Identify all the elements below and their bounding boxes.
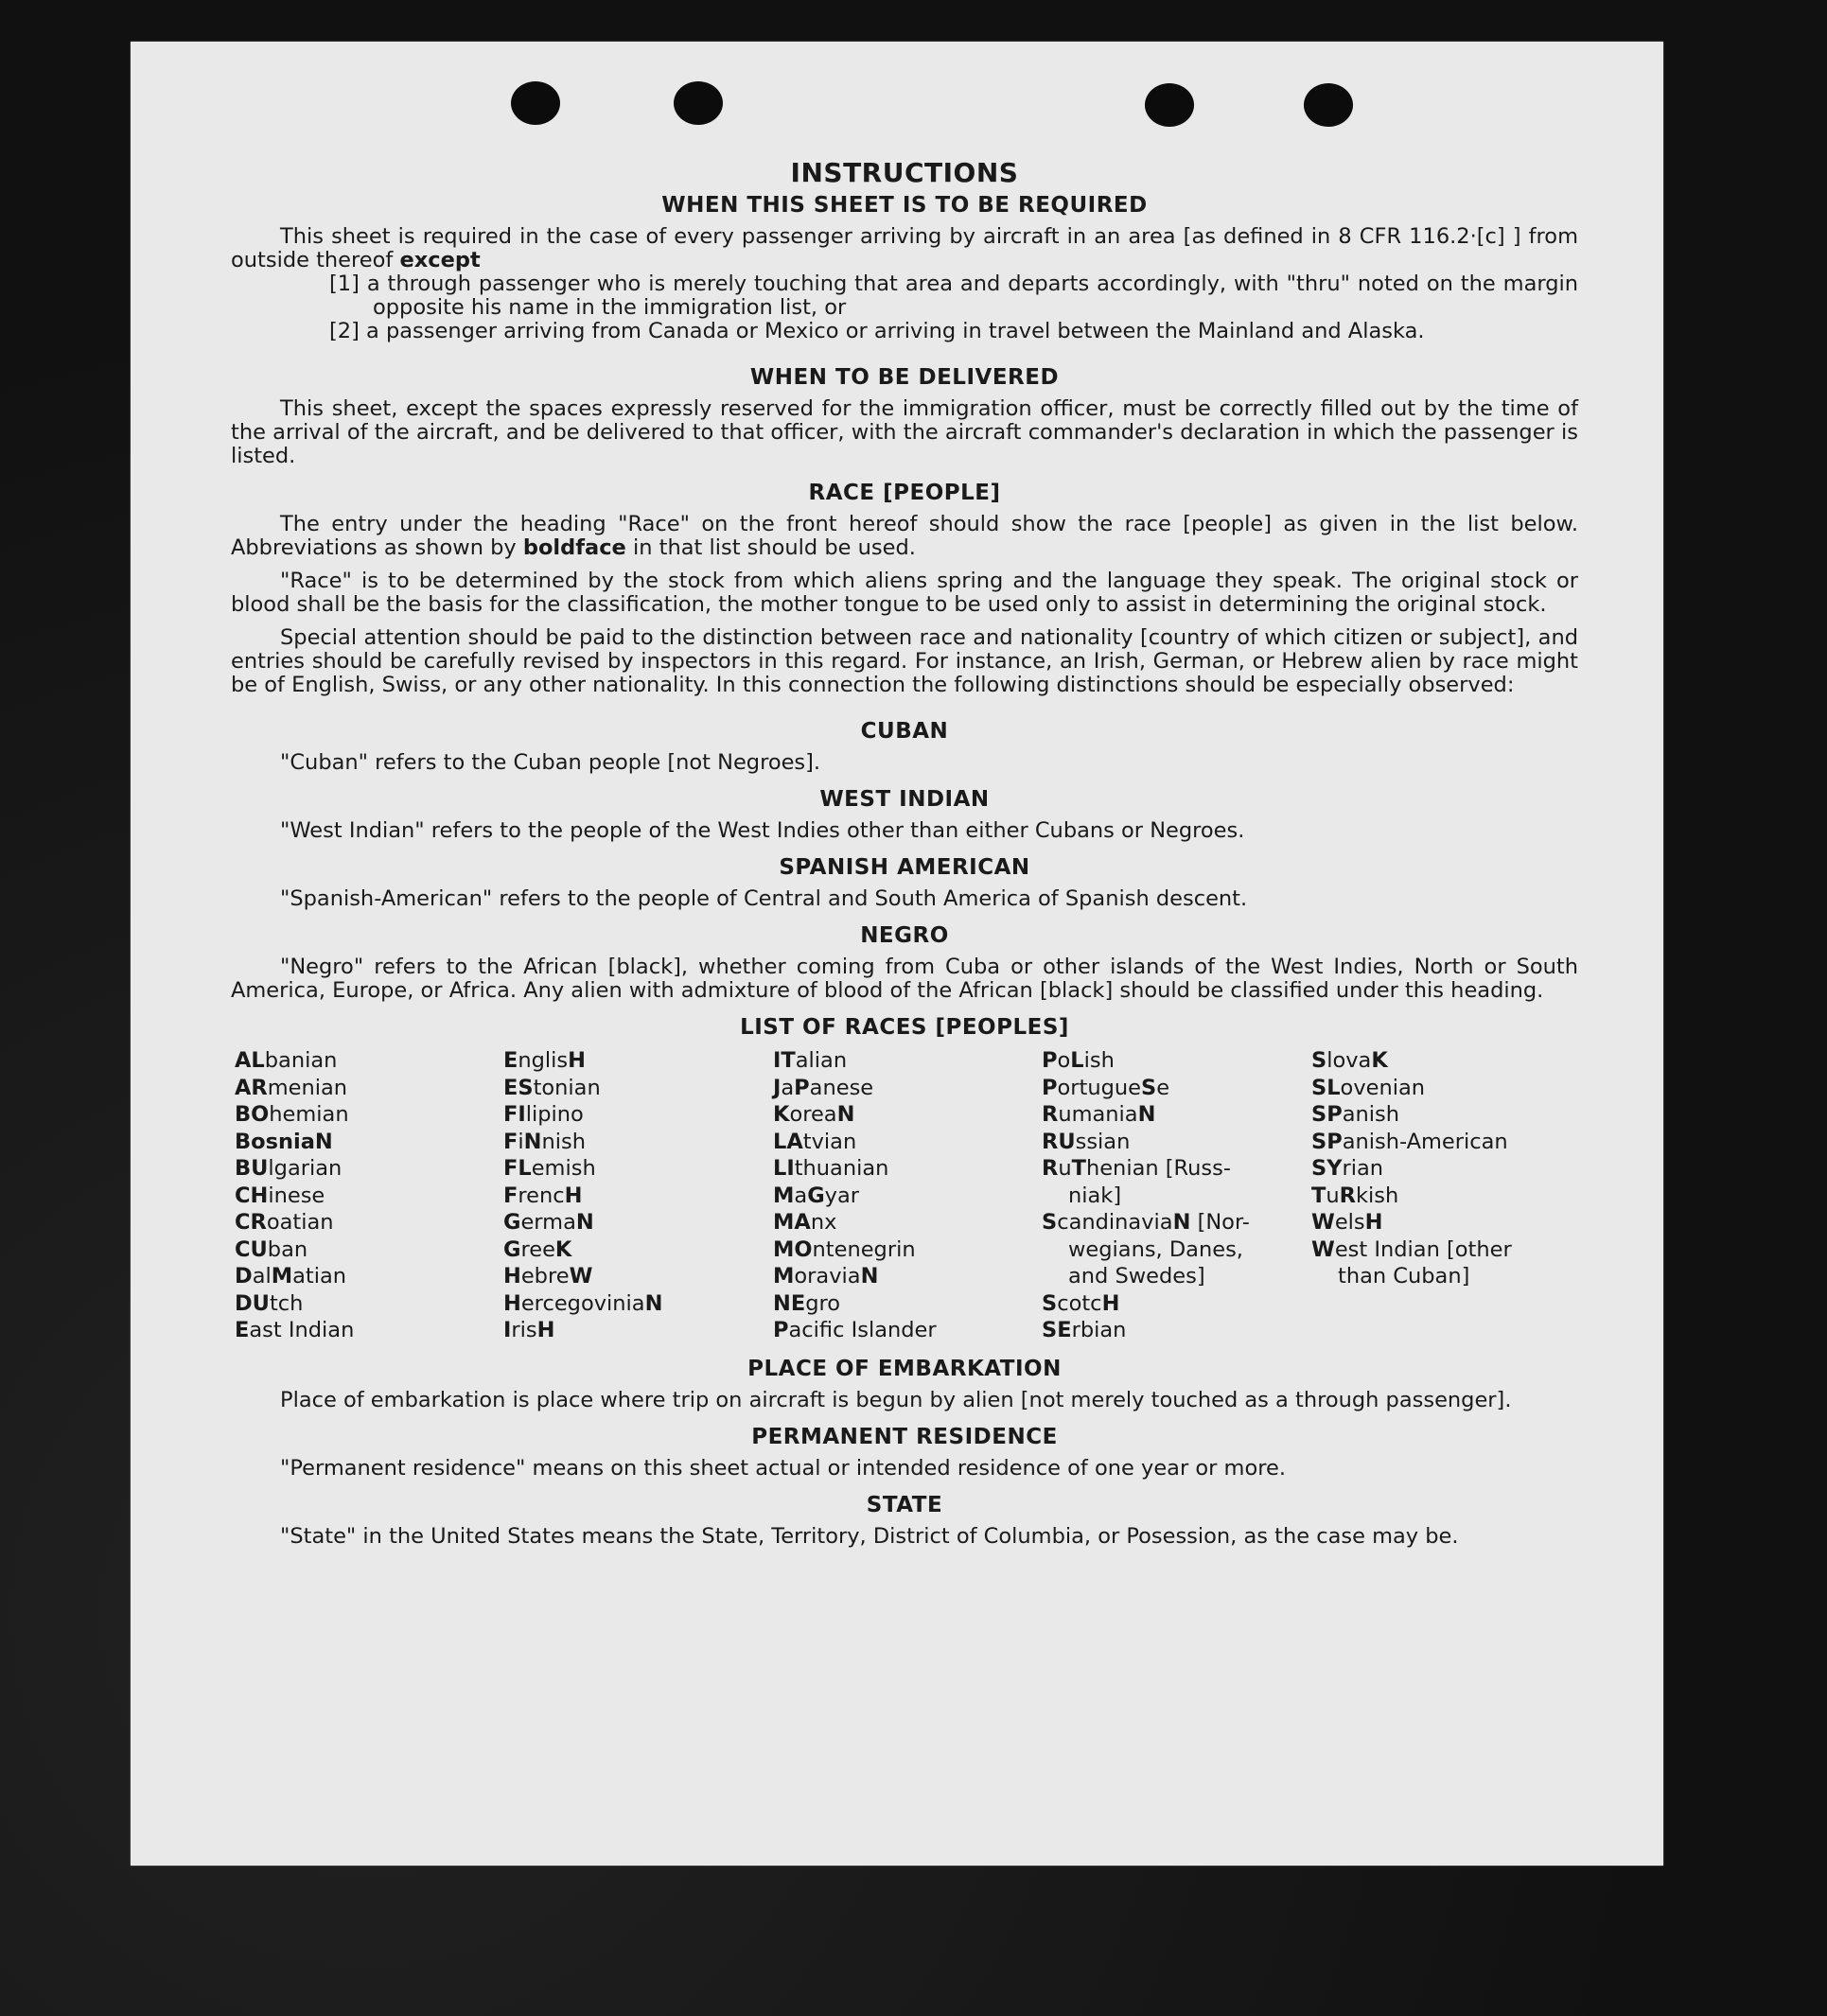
race-entry: HebreW bbox=[503, 1264, 593, 1288]
document-body bbox=[231, 157, 1579, 1549]
heading-residence: PERMANENT RESIDENCE bbox=[751, 1424, 1058, 1449]
heading-required: WHEN THIS SHEET IS TO BE REQUIRED bbox=[661, 193, 1148, 218]
heading-delivered: WHEN TO BE DELIVERED bbox=[749, 365, 1060, 390]
state-text: "State" in the United States means the State, Territory, District of Columbia, or Posession, as the case may be. bbox=[280, 1523, 1459, 1549]
race-entry: SPanish bbox=[1311, 1102, 1399, 1127]
race-paragraph-1: The entry under the heading "Race" on the front hereof should show the race [people] as given in the list below. Abbreviations as shown by boldface in that list should be used. bbox=[231, 512, 1578, 560]
embarkation-text: Place of embarkation is place where trip on aircraft is begun by alien [not merely touched as a through passenger]. bbox=[280, 1387, 1512, 1412]
race-entry: ARmenian bbox=[235, 1075, 348, 1100]
required-intro: This sheet is required in the case of every passenger arriving by aircraft in an area [as defined in 8 CFR 116.2·[c] ] from outside thereof except bbox=[231, 224, 1578, 272]
race-entry: TuRkish bbox=[1311, 1183, 1399, 1208]
race-entry: CUban bbox=[235, 1236, 308, 1262]
race-entry: PortugueSe bbox=[1042, 1075, 1170, 1100]
race-entry: BOhemian bbox=[235, 1102, 349, 1127]
race-entry: JaPanese bbox=[773, 1075, 874, 1100]
race-entry: and Swedes] bbox=[1068, 1264, 1205, 1288]
races-column bbox=[235, 1047, 503, 1344]
heading-cuban: CUBAN bbox=[860, 719, 949, 744]
race-entry: niak] bbox=[1068, 1183, 1122, 1208]
race-entry: SLovenian bbox=[1311, 1075, 1426, 1100]
race-entry: East Indian bbox=[235, 1318, 355, 1342]
races-list bbox=[235, 1047, 1578, 1344]
race-entry: ITalian bbox=[773, 1048, 848, 1073]
races-column bbox=[773, 1047, 1042, 1344]
race-entry: WelsH bbox=[1311, 1210, 1383, 1235]
race-entry: FrencH bbox=[503, 1183, 583, 1208]
residence-text: "Permanent residence" means on this sheet actual or intended residence of one year or more. bbox=[280, 1455, 1286, 1481]
heading-negro: NEGRO bbox=[860, 923, 949, 948]
race-entry: Pacific Islander bbox=[773, 1318, 937, 1342]
race-entry: MaGyar bbox=[773, 1183, 860, 1208]
punch-hole-icon bbox=[674, 81, 723, 125]
document-sheet bbox=[131, 42, 1663, 1866]
race-entry: ScotcH bbox=[1042, 1290, 1120, 1316]
race-entry: RumaniaN bbox=[1042, 1102, 1156, 1127]
race-entry: MoraviaN bbox=[773, 1264, 879, 1288]
race-entry: DUtch bbox=[235, 1290, 304, 1316]
page-title: INSTRUCTIONS bbox=[790, 157, 1019, 188]
race-entry: FiNnish bbox=[503, 1129, 586, 1154]
punch-hole-icon bbox=[511, 81, 560, 125]
cuban-text: "Cuban" refers to the Cuban people [not Negroes]. bbox=[280, 750, 821, 775]
races-column bbox=[503, 1047, 773, 1344]
race-entry: SErbian bbox=[1042, 1318, 1127, 1342]
west-indian-text: "West Indian" refers to the people of the West Indies other than either Cubans or Negroes. bbox=[280, 818, 1245, 843]
race-entry: LAtvian bbox=[773, 1129, 857, 1154]
race-entry: RuThenian [Russ- bbox=[1042, 1156, 1231, 1181]
race-entry: MAnx bbox=[773, 1210, 837, 1235]
race-entry: than Cuban] bbox=[1338, 1264, 1470, 1288]
race-entry: ALbanian bbox=[235, 1048, 338, 1073]
race-entry: GreeK bbox=[503, 1236, 572, 1262]
race-entry: GermaN bbox=[503, 1210, 594, 1235]
race-entry: CRoatian bbox=[235, 1210, 334, 1235]
race-entry: BUlgarian bbox=[235, 1156, 343, 1181]
required-item-2: [2] a passenger arriving from Canada or Mexico or arriving in travel between the Mainland and Alaska. bbox=[329, 319, 1425, 343]
race-entry: SlovaK bbox=[1311, 1048, 1388, 1073]
heading-west-indian: WEST INDIAN bbox=[819, 787, 990, 812]
race-entry: RUssian bbox=[1042, 1129, 1131, 1154]
race-entry: MOntenegrin bbox=[773, 1236, 916, 1262]
punch-hole-icon bbox=[1145, 83, 1194, 127]
race-entry: SPanish-American bbox=[1311, 1129, 1508, 1154]
heading-embarkation: PLACE OF EMBARKATION bbox=[747, 1356, 1062, 1381]
race-entry: wegians, Danes, bbox=[1068, 1236, 1243, 1262]
race-entry: HercegoviniaN bbox=[503, 1290, 663, 1316]
race-entry: FIlipino bbox=[503, 1102, 584, 1127]
races-column bbox=[1042, 1047, 1311, 1344]
race-paragraph-3: Special attention should be paid to the distinction between race and nationality [country of which citizen or subject], and entries should be carefully revised by inspectors in this regard. For instance, an Irish, German, or Hebrew alien by race might be of English, Swiss, or any other nationality. In this connection the following distinctions should be especially observed: bbox=[231, 625, 1578, 697]
spanish-american-text: "Spanish-American" refers to the people of Central and South America of Spanish descent. bbox=[280, 886, 1248, 911]
race-paragraph-2: "Race" is to be determined by the stock from which aliens spring and the language they speak. The original stock or blood shall be the basis for the classification, the mother tongue to be used only to assist in determining the original stock. bbox=[231, 569, 1578, 617]
race-entry: KoreaN bbox=[773, 1102, 855, 1127]
race-entry: FLemish bbox=[503, 1156, 596, 1181]
heading-spanish-american: SPANISH AMERICAN bbox=[779, 855, 1030, 880]
race-entry: SYrian bbox=[1311, 1156, 1384, 1181]
race-entry: DalMatian bbox=[235, 1264, 347, 1288]
race-entry: LIthuanian bbox=[773, 1156, 889, 1181]
race-entry: PoLish bbox=[1042, 1048, 1115, 1073]
race-entry: EStonian bbox=[503, 1075, 601, 1100]
punch-hole-icon bbox=[1304, 83, 1353, 127]
race-entry: CHinese bbox=[235, 1183, 325, 1208]
heading-race: RACE [PEOPLE] bbox=[808, 481, 1001, 505]
race-entry: West Indian [other bbox=[1311, 1236, 1512, 1262]
delivered-text: This sheet, except the spaces expressly reserved for the immigration officer, must be correctly filled out by the time of the arrival of the aircraft, and be delivered to that officer, with the aircraft commander's declaration in which the passenger is listed. bbox=[231, 396, 1578, 468]
heading-state: STATE bbox=[866, 1492, 943, 1517]
race-entry: IrisH bbox=[503, 1318, 555, 1342]
required-item-1: [1] a through passenger who is merely touching that area and departs accordingly, with "thru" noted on the margin opposite his name in the immigration list, or bbox=[329, 272, 1579, 320]
race-entry: BosniaN bbox=[235, 1129, 333, 1154]
races-column bbox=[1311, 1047, 1582, 1344]
race-entry: EnglisH bbox=[503, 1048, 586, 1073]
heading-list-of-races: LIST OF RACES [PEOPLES] bbox=[740, 1015, 1069, 1040]
race-entry: ScandinaviaN [Nor- bbox=[1042, 1210, 1250, 1235]
negro-text: "Negro" refers to the African [black], whether coming from Cuba or other islands of the West Indies, North or South America, Europe, or Africa. Any alien with admixture of blood of the African [black] should be classified under this heading. bbox=[231, 955, 1578, 1003]
race-entry: NEgro bbox=[773, 1290, 841, 1316]
